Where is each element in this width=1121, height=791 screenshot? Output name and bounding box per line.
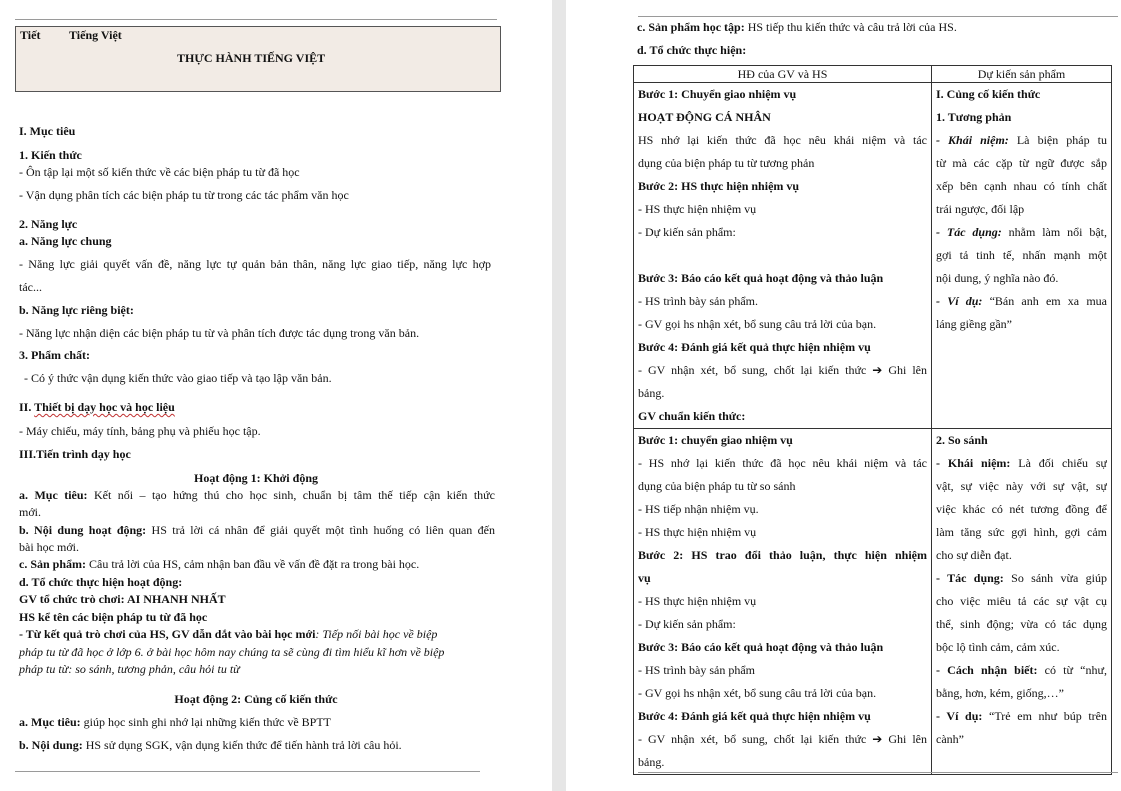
table-cell-products bbox=[932, 83, 1112, 429]
paragraph: - Vận dụng phân tích các biện pháp tu từ trong các tác phẩm văn học bbox=[19, 188, 349, 202]
cell-line: việc khác có nét tương đồng để bbox=[936, 502, 1107, 516]
paragraph: b. Nội dung hoạt động: HS trả lời cá nhân để giải quyết một tình huống có liên quan đến bbox=[19, 523, 495, 537]
header-rule bbox=[15, 19, 497, 20]
table-row bbox=[634, 83, 1112, 429]
paragraph: c. Sản phẩm học tập: HS tiếp thu kiến thức và câu trả lời của HS. bbox=[637, 20, 957, 34]
activity-heading: Hoạt động 2: Củng cố kiến thức bbox=[174, 692, 338, 706]
paragraph: - Có ý thức vận dụng kiến thức vào giao tiếp và tạo lập văn bản. bbox=[24, 371, 332, 385]
subsection-heading: 3. Phẩm chất: bbox=[19, 348, 90, 362]
section-heading: II. Thiết bị dạy học và học liệu bbox=[19, 400, 175, 414]
paragraph: mới. bbox=[19, 505, 42, 519]
step-heading: Bước 3: Báo cáo kết quả hoạt động và thảo luận bbox=[638, 640, 884, 654]
section-heading: III.Tiến trình dạy học bbox=[19, 447, 131, 461]
cell-line: - HS thực hiện nhiệm vụ bbox=[638, 594, 757, 608]
footer-rule bbox=[638, 772, 1118, 773]
cell-line: trái ngược, đối lập bbox=[936, 202, 1025, 216]
table-cell-products bbox=[932, 429, 1112, 775]
step-heading: Bước 2: HS thực hiện nhiệm vụ bbox=[638, 179, 800, 193]
cell-line: - Ví dụ: “Trẻ em như búp trên bbox=[936, 709, 1107, 723]
subsection-heading: a. Năng lực chung bbox=[19, 234, 112, 248]
paragraph: - Năng lực giải quyết vấn đề, năng lực tự quản bản thân, năng lực giao tiếp, năng lực hợp bbox=[19, 257, 491, 271]
cell-line: bằng, hơn, kém, giống,…” bbox=[936, 686, 1064, 700]
activity-heading: Hoạt động 1: Khởi động bbox=[193, 471, 318, 485]
cell-line: - HS trình bày sản phẩm bbox=[638, 663, 755, 677]
cell-line: thể, sinh động; vừa có tác dụng bbox=[936, 617, 1107, 631]
subsection-heading: 2. Năng lực bbox=[19, 217, 78, 231]
lesson-plan-table bbox=[633, 65, 1112, 775]
cell-line: - Khái niệm: Là biện pháp tu bbox=[936, 133, 1107, 147]
paragraph: HS kể tên các biện pháp tu từ đã học bbox=[19, 610, 208, 624]
cell-line: dụng của biện pháp tu từ tương phản bbox=[638, 156, 815, 170]
cell-line: - GV nhận xét, bổ sung, chốt lại kiến thức ➔ Ghi lên bbox=[638, 732, 927, 746]
cell-line: bộc lộ tình cảm, cảm xúc. bbox=[936, 640, 1060, 654]
cell-line: - HS thực hiện nhiệm vụ bbox=[638, 525, 757, 539]
paragraph: a. Mục tiêu: giúp học sinh ghi nhớ lại những kiến thức về BPTT bbox=[19, 715, 331, 729]
paragraph: pháp tu từ: so sánh, tương phản, câu hỏi tu từ bbox=[19, 662, 240, 676]
cell-line: xếp bên cạnh nhau có tính chất bbox=[936, 179, 1107, 193]
step-heading: HOẠT ĐỘNG CÁ NHÂN bbox=[638, 110, 771, 124]
table-row bbox=[634, 429, 1112, 775]
cell-line: - Ví dụ: “Bán anh em xa mua bbox=[936, 294, 1107, 308]
cell-line bbox=[638, 244, 927, 267]
paragraph: - Năng lực nhận diện các biện pháp tu từ và phân tích được tác dụng trong văn bản. bbox=[19, 326, 420, 340]
step-heading: GV chuẩn kiến thức: bbox=[638, 409, 746, 423]
lesson-title: THỰC HÀNH TIẾNG VIỆT bbox=[177, 51, 326, 65]
paragraph: bài học mới. bbox=[19, 540, 79, 554]
cell-line: láng giềng gần” bbox=[936, 317, 1012, 331]
cell-line: - Khái niệm: Là đối chiếu sự bbox=[936, 456, 1107, 470]
paragraph: a. Mục tiêu: Kết nối – tạo hứng thú cho học sinh, chuẩn bị tâm thế tiếp cận kiến thức bbox=[19, 488, 495, 502]
cell-heading: 1. Tương phản bbox=[936, 110, 1012, 124]
paragraph: GV tổ chức trò chơi: AI NHANH NHẤT bbox=[19, 592, 226, 606]
table-header-cell: HĐ của GV và HS bbox=[634, 66, 932, 83]
step-heading: Bước 1: Chuyển giao nhiệm vụ bbox=[638, 87, 797, 101]
cell-line: bảng. bbox=[638, 755, 665, 769]
cell-line: - Tác dụng: So sánh vừa giúp bbox=[936, 571, 1107, 585]
paragraph: - Máy chiếu, máy tính, bảng phụ và phiếu học tập. bbox=[19, 424, 261, 438]
paragraph: - Từ kết quả trò chơi của HS, GV dẫn dắt vào bài học mới: Tiếp nối bài học về biệp bbox=[19, 627, 438, 641]
cell-line: - Tác dụng: nhằm làm nổi bật, bbox=[936, 225, 1107, 239]
paragraph: - Ôn tập lại một số kiến thức về các biện pháp tu từ đã học bbox=[19, 165, 300, 179]
paragraph: b. Nội dung: HS sử dụng SGK, vận dụng kiến thức để tiến hành trả lời câu hỏi. bbox=[19, 738, 402, 752]
cell-line: - GV nhận xét, bổ sung, chốt lại kiến thức ➔ Ghi lên bbox=[638, 363, 927, 377]
footer-rule bbox=[15, 771, 480, 772]
lesson-period-label: Tiết bbox=[20, 28, 41, 42]
cell-line: cành” bbox=[936, 732, 964, 746]
document-page-left bbox=[0, 0, 552, 791]
cell-line: bảng. bbox=[638, 386, 665, 400]
step-heading: vụ bbox=[638, 571, 651, 585]
cell-line: cho sự diễn đạt. bbox=[936, 548, 1012, 562]
cell-line: vật, sự việc này với sự vật, sự bbox=[936, 479, 1107, 493]
cell-line: - Cách nhận biết: có từ “như, bbox=[936, 663, 1107, 677]
document-page-right bbox=[566, 0, 1121, 791]
table-header-cell: Dự kiến sản phẩm bbox=[932, 66, 1112, 83]
subsection-heading: 1. Kiến thức bbox=[19, 148, 82, 162]
cell-line: HS nhớ lại kiến thức đã học nêu khái niệm và tác bbox=[638, 133, 927, 147]
cell-line: dụng của biện pháp tu từ so sánh bbox=[638, 479, 796, 493]
cell-line: nội dung, ý nghĩa nào đó. bbox=[936, 271, 1059, 285]
paragraph: tác... bbox=[19, 280, 42, 294]
cell-line: - Dự kiến sản phẩm: bbox=[638, 617, 736, 631]
cell-line: gợi tả tinh tế, nhấn mạnh một bbox=[936, 248, 1107, 262]
section-heading: I. Mục tiêu bbox=[19, 124, 76, 138]
subsection-heading: d. Tổ chức thực hiện hoạt động: bbox=[19, 575, 183, 589]
header-rule bbox=[638, 16, 1118, 17]
paragraph: c. Sản phẩm: Câu trả lời của HS, cảm nhận ban đầu về vấn đề đặt ra trong bài học. bbox=[19, 557, 420, 571]
table-cell-activities bbox=[634, 83, 932, 429]
step-heading: Bước 4: Đánh giá kết quả thực hiện nhiệm vụ bbox=[638, 709, 871, 723]
cell-line: - HS nhớ lại kiến thức đã học nêu khái niệm và tác bbox=[638, 456, 927, 470]
step-heading: Bước 1: chuyển giao nhiệm vụ bbox=[638, 433, 793, 447]
cell-line: - Dự kiến sản phẩm: bbox=[638, 225, 736, 239]
subsection-heading: b. Năng lực riêng biệt: bbox=[19, 303, 134, 317]
lesson-subject: Tiếng Việt bbox=[69, 28, 122, 42]
step-heading: Bước 2: HS trao đổi thảo luận, thực hiện nhiệm bbox=[638, 548, 927, 562]
cell-line: - GV gọi hs nhận xét, bổ sung câu trả lời của bạn. bbox=[638, 686, 877, 700]
cell-line: - HS tiếp nhận nhiệm vụ. bbox=[638, 502, 759, 516]
cell-line: - GV gọi hs nhận xét, bổ sung câu trả lời của bạn. bbox=[638, 317, 877, 331]
cell-line: cho việc miêu tả các sự vật cụ bbox=[936, 594, 1107, 608]
cell-line: từ mà các cặp từ ngữ được sắp bbox=[936, 156, 1107, 170]
cell-line: - HS thực hiện nhiệm vụ bbox=[638, 202, 757, 216]
step-heading: Bước 4: Đánh giá kết quả thực hiện nhiệm vụ bbox=[638, 340, 871, 354]
cell-heading: I. Củng cố kiến thức bbox=[936, 87, 1041, 101]
cell-line: làm tăng sức gợi hình, gợi cảm bbox=[936, 525, 1107, 539]
table-cell-activities bbox=[634, 429, 932, 775]
subsection-heading: d. Tổ chức thực hiện: bbox=[637, 43, 747, 57]
paragraph: pháp tu từ đã học ở lớp 6. ở bài học hôm nay chúng ta sẽ cùng đi tìm hiểu kĩ hơn về biệp bbox=[19, 645, 445, 659]
step-heading: Bước 3: Báo cáo kết quả hoạt động và thảo luận bbox=[638, 271, 884, 285]
cell-heading: 2. So sánh bbox=[936, 433, 988, 447]
cell-line: - HS trình bày sản phẩm. bbox=[638, 294, 758, 308]
